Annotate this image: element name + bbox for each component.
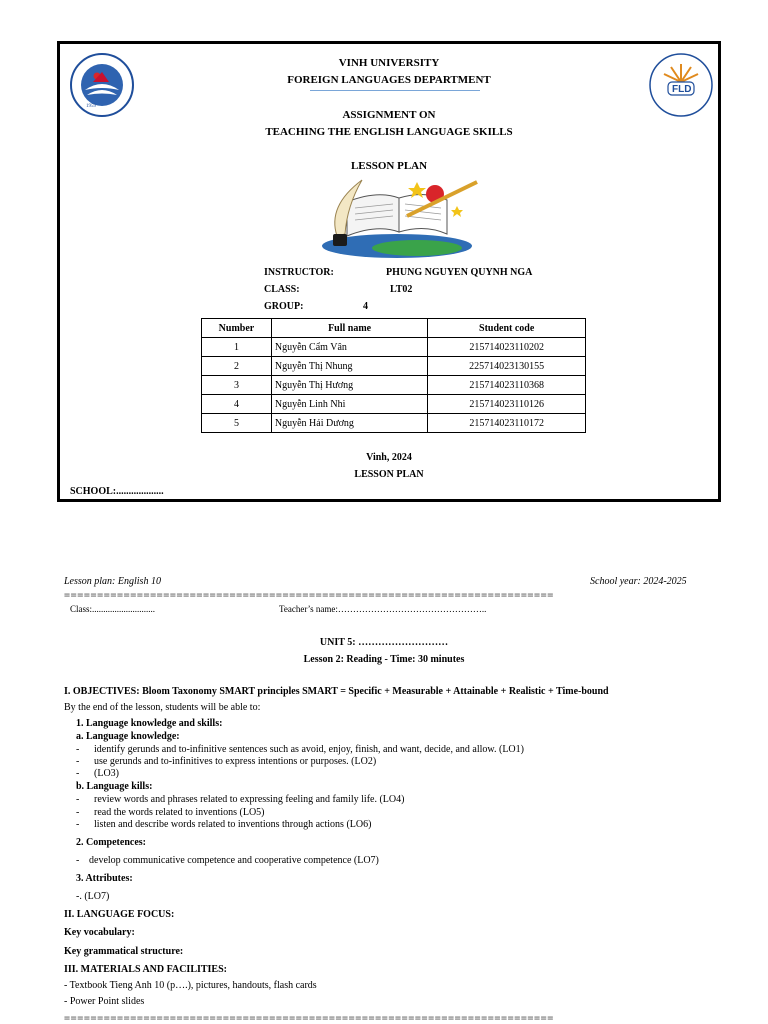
row-number: 5 <box>202 414 272 433</box>
double-rule-top: ========================================================================== <box>64 591 554 601</box>
student-table <box>201 318 586 433</box>
objective-lo3: (LO3) <box>94 768 119 779</box>
teacher-name-field: Teacher’s name:………………………………………….. <box>279 604 487 614</box>
section-language-knowledge-skills: 1. Language knowledge and skills: <box>76 718 223 729</box>
row-number: 2 <box>202 357 272 376</box>
row-code: 225714023130155 <box>428 357 586 376</box>
table-row <box>202 414 586 433</box>
objectives-heading: I. OBJECTIVES: Bloom Taxonomy SMART principles SMART = Specific + Measurable + Attainable + Realistic + Time-bound <box>64 686 609 697</box>
cover-doc-title: LESSON PLAN <box>350 160 428 172</box>
bullet-dash: - <box>76 768 80 779</box>
section-language-focus: II. LANGUAGE FOCUS: <box>64 909 175 920</box>
group-label: GROUP: <box>264 301 304 312</box>
row-number: 3 <box>202 376 272 395</box>
header-number: Number <box>202 319 272 338</box>
row-name: Nguyễn Thị Nhung <box>271 357 427 376</box>
table-row <box>202 376 586 395</box>
bullet-dash: - <box>76 794 80 805</box>
objective-lo5: read the words related to inventions (LO5) <box>94 807 265 818</box>
assignment-line1: ASSIGNMENT ON <box>342 109 436 121</box>
unit-title: UNIT 5: ……………………… <box>319 637 449 648</box>
row-code: 215714023110368 <box>428 376 586 395</box>
row-name: Nguyễn Linh Nhi <box>271 395 427 414</box>
group-value: 4 <box>363 301 368 312</box>
lesson-title: Lesson 2: Reading - Time: 30 minutes <box>303 654 465 665</box>
row-number: 4 <box>202 395 272 414</box>
cover-page <box>57 41 721 502</box>
objective-lo7-attributes: -. (LO7) <box>76 891 110 902</box>
university-name: VINH UNIVERSITY <box>338 57 440 69</box>
bullet-dash: - <box>76 807 80 818</box>
logo-left-year: 1959 <box>86 104 96 109</box>
row-number: 1 <box>202 338 272 357</box>
row-name: Nguyễn Thị Hương <box>271 376 427 395</box>
school-field: SCHOOL:................... <box>70 486 164 497</box>
row-name: Nguyễn Hải Dương <box>271 414 427 433</box>
header-student-code: Student code <box>428 319 586 338</box>
department-name: FOREIGN LANGUAGES DEPARTMENT <box>287 74 491 86</box>
objective-lo2: use gerunds and to-infinitives to express intentions or purposes. (LO2) <box>94 756 377 767</box>
bullet-dash: - <box>76 855 80 866</box>
section-language-knowledge: a. Language knowledge: <box>76 731 180 742</box>
table-header-row <box>202 319 586 338</box>
title-divider <box>310 90 480 91</box>
plan-header-left: Lesson plan: English 10 <box>64 576 161 587</box>
assignment-line2: TEACHING THE ENGLISH LANGUAGE SKILLS <box>265 126 513 138</box>
cover-footer-title: LESSON PLAN <box>354 469 424 480</box>
key-grammar: Key grammatical structure: <box>64 946 184 957</box>
class-value: LT02 <box>390 284 413 295</box>
instructor-value: PHUNG NGUYEN QUYNH NGA <box>386 267 533 278</box>
table-row <box>202 357 586 376</box>
section-materials: III. MATERIALS AND FACILITIES: <box>64 964 227 975</box>
bullet-dash: - <box>76 744 80 755</box>
row-code: 215714023110126 <box>428 395 586 414</box>
double-rule-bottom: ========================================================================== <box>64 1014 554 1024</box>
row-name: Nguyễn Cẩm Vân <box>271 338 427 357</box>
section-competences: 2. Competences: <box>76 837 146 848</box>
book-illustration <box>307 176 485 260</box>
objective-lo4: review words and phrases related to expressing feeling and family life. (LO4) <box>94 794 405 805</box>
bullet-dash: - <box>76 756 80 767</box>
table-row <box>202 395 586 414</box>
material-textbook: - Textbook Tieng Anh 10 (p….), pictures, handouts, flash cards <box>64 980 317 991</box>
row-code: 215714023110202 <box>428 338 586 357</box>
objective-lo6: listen and describe words related to inventions through actions (LO6) <box>94 819 372 830</box>
objective-lo1: identify gerunds and to-infinitive sentences such as avoid, enjoy, finish, and want, decide, and allow. (LO1) <box>94 744 524 755</box>
place-date: Vinh, 2024 <box>366 452 412 463</box>
header-full-name: Full name <box>271 319 427 338</box>
key-vocabulary: Key vocabulary: <box>64 927 135 938</box>
table-row <box>202 338 586 357</box>
plan-header-right: School year: 2024-2025 <box>590 576 687 587</box>
row-code: 215714023110172 <box>428 414 586 433</box>
class-label: CLASS: <box>264 284 300 295</box>
class-field: Class:............................ <box>70 604 156 614</box>
logo-right-text: FLD <box>672 84 692 95</box>
objectives-intro: By the end of the lesson, students will be able to: <box>64 702 261 713</box>
bullet-dash: - <box>76 819 80 830</box>
section-language-skills: b. Language kills: <box>76 781 153 792</box>
instructor-label: INSTRUCTOR: <box>264 267 334 278</box>
section-attributes: 3. Attributes: <box>76 873 133 884</box>
material-slides: - Power Point slides <box>64 996 145 1007</box>
objective-lo7-competence: develop communicative competence and cooperative competence (LO7) <box>89 855 379 866</box>
